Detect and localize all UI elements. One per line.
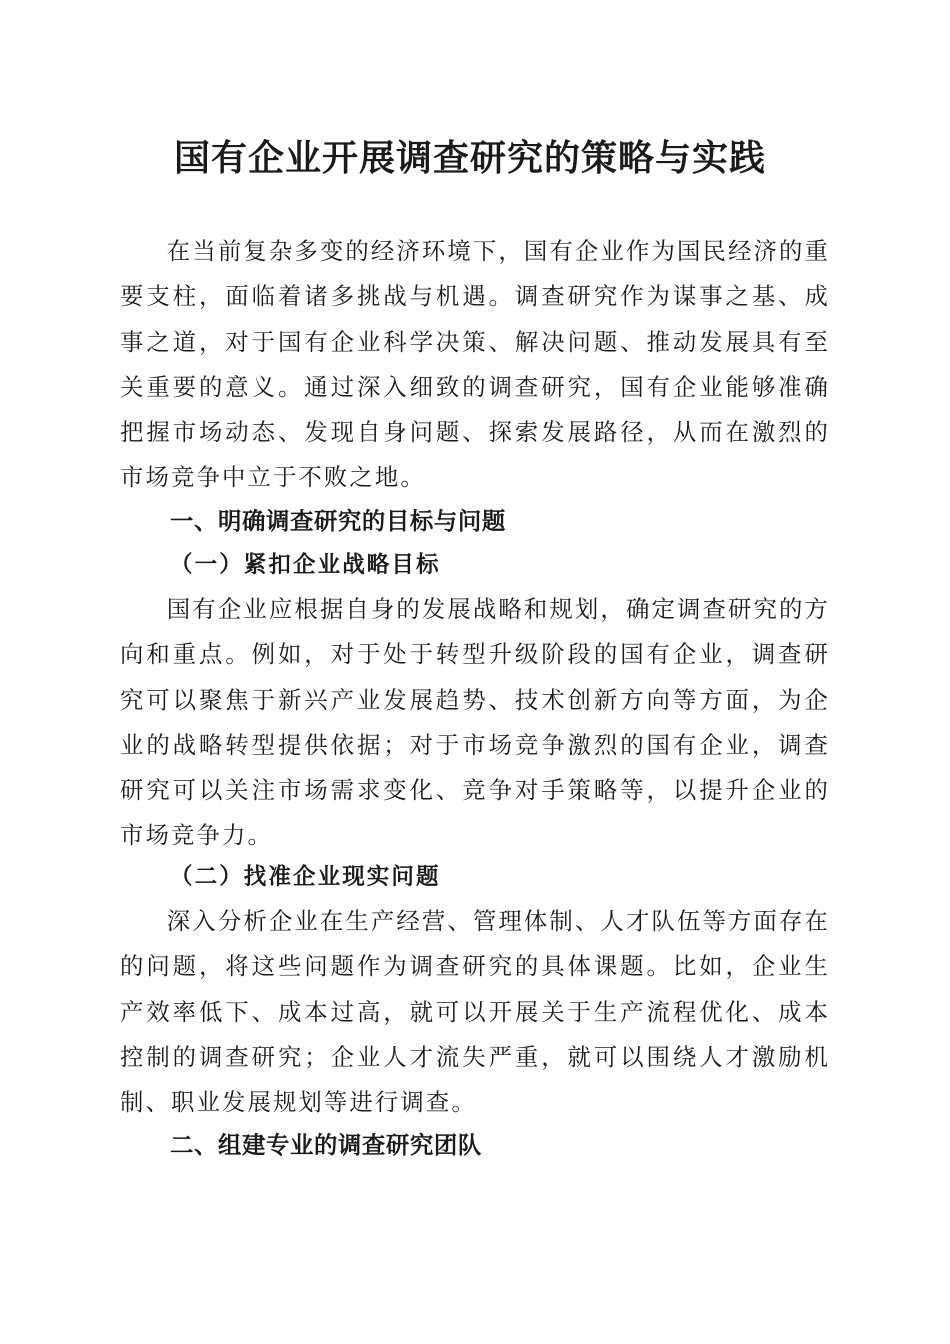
intro-paragraph: 在当前复杂多变的经济环境下，国有企业作为国民经济的重要支柱，面临着诸多挑战与机遇。调查研究作为谋事之基、成事之道，对于国有企业科学决策、解决问题、推动发展具有至关重要的意义。通过深入细致的调查研究，国有企业能够准确把握市场动态、发现自身问题、探索发展路径，从而在激烈的市场竞争中立于不败之地。 bbox=[120, 237, 830, 492]
document-title: 国有企业开展调查研究的策略与实践 bbox=[173, 137, 766, 179]
section-1-heading: 一、明确调查研究的目标与问题 bbox=[170, 507, 506, 535]
subsection-1-1-heading: （一）紧扣企业战略目标 bbox=[170, 552, 441, 578]
subsection-1-2-heading: （二）找准企业现实问题 bbox=[170, 864, 441, 890]
subsection-1-2-paragraph: 深入分析企业在生产经营、管理体制、人才队伍等方面存在的问题，将这些问题作为调查研究的具体课题。比如，企业生产效率低下、成本过高，就可以开展关于生产流程优化、成本控制的调查研究；企业人才流失严重，就可以围绕人才激励机制、职业发展规划等进行调查。 bbox=[120, 907, 830, 1117]
subsection-1-1-paragraph: 国有企业应根据自身的发展战略和规划，确定调查研究的方向和重点。例如，对于处于转型升级阶段的国有企业，调查研究可以聚焦于新兴产业发展趋势、技术创新方向等方面，为企业的战略转型提供依据；对于市场竞争激烈的国有企业，调查研究可以关注市场需求变化、竞争对手策略等，以提升企业的市场竞争力。 bbox=[120, 595, 830, 850]
section-2-heading: 二、组建专业的调查研究团队 bbox=[170, 1131, 482, 1159]
